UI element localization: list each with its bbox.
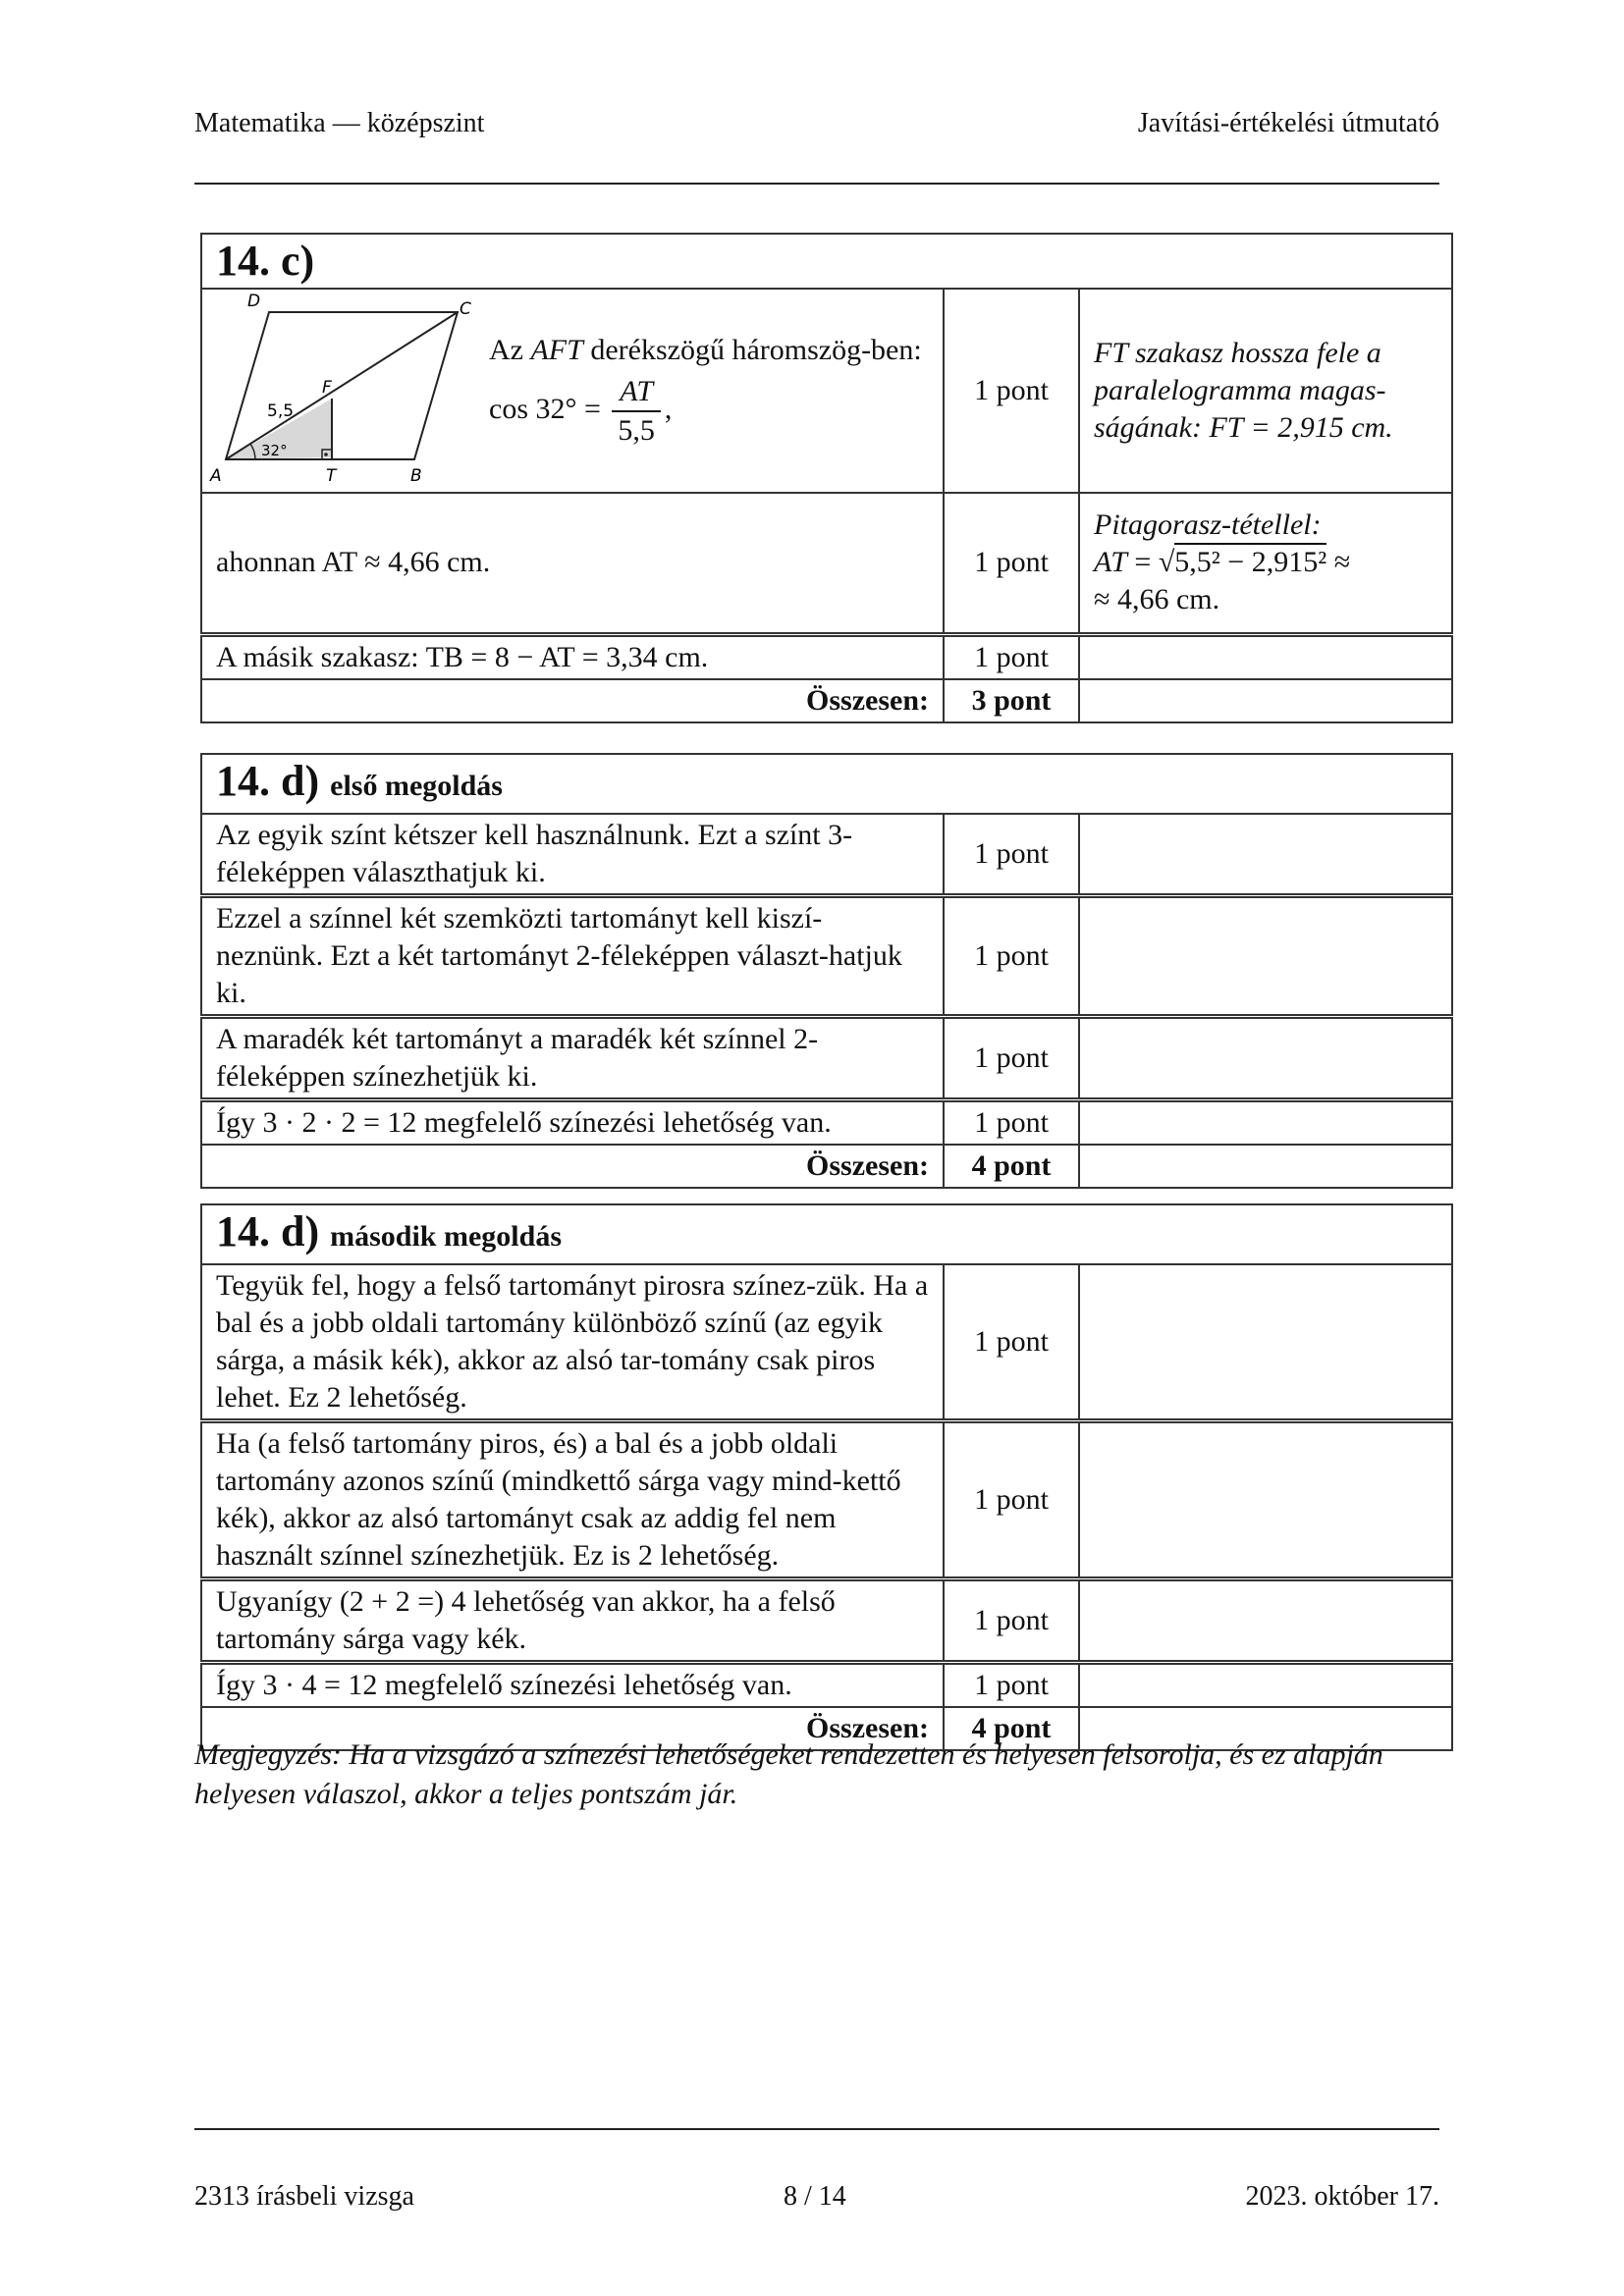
d1-row-text: Ezzel a színnel két szemközti tartományt kell kiszí-neznünk. Ezt a két tartományt 2-féleképpen választ-hatjuk ki.	[201, 896, 944, 1017]
d1-row-points: 1 pont	[944, 1100, 1079, 1146]
section-14d2-subtitle: második megoldás	[330, 1220, 562, 1253]
figure-label-length: 5,5	[267, 401, 295, 421]
d2-row-text: Így 3 · 4 = 12 megfelelő színezési lehetőség van.	[201, 1663, 944, 1708]
figure-label-d: D	[247, 293, 261, 311]
row2-text: ahonnan AT ≈ 4,66 cm.	[201, 493, 944, 634]
figure-label-t: T	[326, 466, 337, 486]
section-14c-title: 14. c)	[201, 234, 1452, 289]
diagonal-ac	[226, 312, 458, 459]
header-doc-type: Javítási-értékelési útmutató	[1137, 108, 1439, 138]
figure-label-c: C	[460, 299, 471, 319]
parallelogram-figure	[206, 293, 471, 489]
total-label: Összesen:	[201, 679, 944, 722]
header-subject: Matematika — középszint	[194, 108, 485, 138]
footer-rule	[194, 2128, 1439, 2130]
row2-note: Pitagorasz-tétellel: AT = √5,5² − 2,915² ≈ ≈ 4,66 cm.	[1079, 493, 1452, 634]
header-rule	[194, 183, 1439, 185]
section-14c-table	[200, 233, 1453, 723]
d2-row-text: Ugyanígy (2 + 2 =) 4 lehetőség van akkor, ha a felső tartomány sárga vagy kék.	[201, 1579, 944, 1663]
d2-row-points: 1 pont	[944, 1663, 1079, 1708]
row2-points: 1 pont	[944, 493, 1079, 634]
d2-row-text: Ha (a felső tartomány piros, és) a bal és a jobb oldali tartomány azonos színű (mindkettő sárga vagy mind-kettő kék), akkor az alsó tartományt csak az addig fel nem használt színnel színezhetjük. Ez is 2 lehetőség.	[201, 1421, 944, 1579]
d1-row-text: A maradék két tartományt a maradék két színnel 2-féleképpen színezhetjük ki.	[201, 1017, 944, 1100]
figure-label-a: A	[210, 466, 222, 486]
d2-row-points: 1 pont	[944, 1421, 1079, 1579]
total-points: 4 pont	[944, 1145, 1079, 1188]
d1-row-text: Így 3 · 2 · 2 = 12 megfelelő színezési lehetőség van.	[201, 1100, 944, 1146]
remark-note: Megjegyzés: Ha a vizsgázó a színezési lehetőségeket rendezetten és helyesen felsorolja, és ez alapján helyesen válaszol, akkor a teljes pontszám jár.	[194, 1738, 1383, 1810]
d2-row-points: 1 pont	[944, 1579, 1079, 1663]
row3-text: A másik szakasz: TB = 8 − AT = 3,34 cm.	[201, 634, 944, 679]
d2-row-points: 1 pont	[944, 1264, 1079, 1421]
total-points: 3 pont	[944, 679, 1079, 722]
cos-equation: cos 32° = $\frac{AT}{5,5}$ ,	[489, 373, 929, 450]
footer-page-number: 8 / 14	[784, 2181, 846, 2212]
row3-points: 1 pont	[944, 634, 1079, 679]
section-14d1-table	[200, 753, 1453, 1189]
total-points: 4 pont	[944, 1707, 1079, 1750]
cos-fraction: $\frac{AT}{5,5}$	[612, 373, 661, 450]
row1-points: 1 pont	[944, 289, 1079, 493]
total-label: Összesen:	[201, 1145, 944, 1188]
section-14d2-title: 14. d) második megoldás	[201, 1204, 1452, 1264]
row1-statement: Az AFT derékszögű háromszög-ben:	[489, 334, 922, 366]
d1-row-text: Az egyik színt kétszer kell használnunk. Ezt a színt 3-féleképpen választhatjuk ki.	[201, 814, 944, 896]
figure-label-angle: 32°	[261, 442, 288, 459]
figure-label-b: B	[410, 466, 422, 486]
section-14d1-subtitle: első megoldás	[330, 770, 503, 802]
section-14c-row1-content	[201, 289, 944, 493]
d2-row-text: Tegyük fel, hogy a felső tartományt pirosra színez-zük. Ha a bal és a jobb oldali tartomány különböző színű (az egyik sárga, a másik kék), akkor az alsó tar-tomány csak piros lehet. Ez 2 lehetőség.	[201, 1264, 944, 1421]
d1-row-points: 1 pont	[944, 814, 1079, 896]
d1-row-points: 1 pont	[944, 1017, 1079, 1100]
footer-exam-code: 2313 írásbeli vizsga	[194, 2181, 414, 2212]
figure-label-f: F	[322, 378, 332, 398]
footer-date: 2023. október 17.	[1245, 2181, 1439, 2212]
section-14d2-table	[200, 1203, 1453, 1751]
total-label: Összesen:	[201, 1707, 944, 1750]
section-14d1-title: 14. d) első megoldás	[201, 754, 1452, 814]
d1-row-points: 1 pont	[944, 896, 1079, 1017]
row1-note: FT szakasz hossza fele a paralelogramma magas-ságának: FT = 2,915 cm.	[1079, 289, 1452, 493]
